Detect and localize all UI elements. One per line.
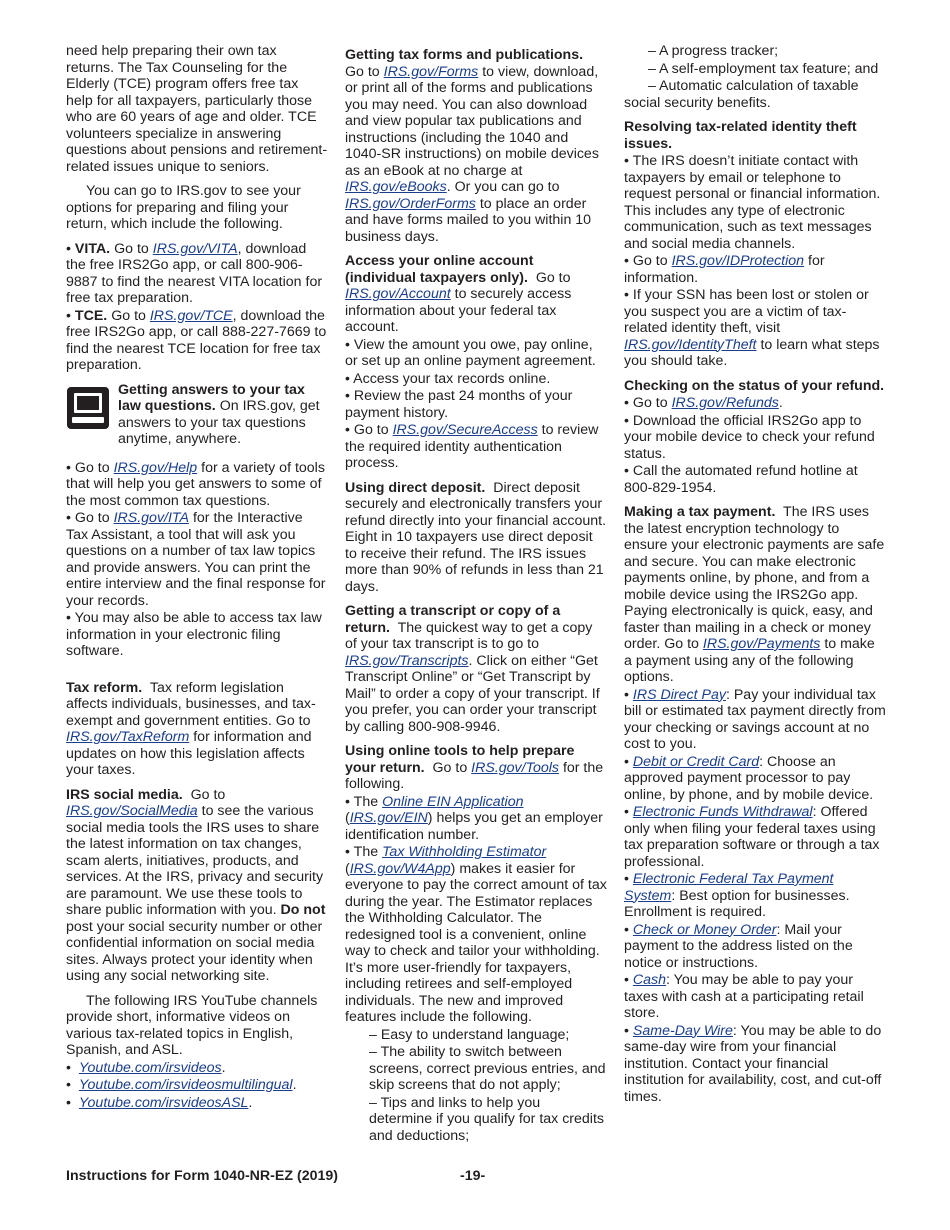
payment-option-6: • Cash: You may be able to pay your taxes with cash at a participating retail store. xyxy=(624,972,864,1021)
refund-bullet-2: • Download the official IRS2Go app to your mobile device to check your refund status. xyxy=(624,412,875,462)
tce-link[interactable]: IRS.gov/TCE xyxy=(149,307,233,324)
identity-bullet-3: • If your SSN has been lost or stolen or you suspect you are a victim of tax-related identity theft, visit IRS.gov/IdentityTheft to learn what steps you should take. xyxy=(624,287,880,369)
account-link[interactable]: IRS.gov/Account xyxy=(345,286,451,302)
account-bullet-3: • Review the past 24 months of your payment history. xyxy=(345,388,573,421)
ein-bullet: • The Online EIN Application (IRS.gov/EIN) helps you get an employer identification number. xyxy=(345,793,603,843)
check-money-order-link[interactable]: Check or Money Order xyxy=(632,921,777,938)
id-protection-link[interactable]: IRS.gov/IDProtection xyxy=(671,253,805,269)
youtube-bullet-3: • Youtube.com/irsvideosASL. xyxy=(66,1094,253,1111)
direct-pay-link[interactable]: IRS Direct Pay xyxy=(632,686,726,703)
account-bullet-4: • Go to IRS.gov/SecureAccess to review the required identity authentication process. xyxy=(345,422,599,471)
ebooks-link[interactable]: IRS.gov/eBooks xyxy=(345,179,447,195)
youtube-bullet-2: • Youtube.com/irsvideosmultilingual. xyxy=(66,1077,297,1093)
efile-bullet: • You may also be able to access tax law information in your electronic filing software. xyxy=(66,610,322,659)
column-3 xyxy=(624,43,886,1106)
help-link[interactable]: IRS.gov/Help xyxy=(113,459,198,476)
account-bullet-1: • View the amount you owe, pay online, or set up an online payment agreement. xyxy=(345,336,596,369)
vita-link[interactable]: IRS.gov/VITA xyxy=(152,240,238,257)
feature-1: – Easy to understand language; xyxy=(369,1026,570,1043)
feature-6: – Automatic calculation of taxable social security benefits. xyxy=(624,78,859,111)
forms-link[interactable]: IRS.gov/Forms xyxy=(383,63,479,80)
social-media-paragraph: IRS social media. Go to IRS.gov/SocialMedia to see the various social media tools the IRS uses to share the latest information on tax changes, scam alerts, initiatives, products, and services. At the IRS, privacy and security are paramount. We use these tools to share public information with you. Do not post your social security number or other confidential information on social media sites. Always protect your identity when using any social networking site. xyxy=(66,786,326,984)
ein-application-link[interactable]: Online EIN Application xyxy=(382,793,524,810)
tax-payment-paragraph: Making a tax payment. The IRS uses the latest encryption technology to ensure your electronic payments are safe and secure. You can make electronic payments online, by phone, and from a mobile device using the IRS2Go app. Paying electronically is quick, easy, and faster than mailing in a check or money order. Go to IRS.gov/Payments to make a payment using any of the following options. xyxy=(624,504,885,685)
refund-bullet-1: • Go to IRS.gov/Refunds. xyxy=(624,395,783,411)
youtube-link-2[interactable]: Youtube.com/irsvideosmultilingual xyxy=(78,1077,293,1093)
payments-link[interactable]: IRS.gov/Payments xyxy=(702,636,821,652)
payment-option-7: • Same-Day Wire: You may be able to do same-day wire from your financial institution. Contact your financial institution for availability, cost, and cut-off times. xyxy=(624,1022,882,1105)
payment-option-2: • Debit or Credit Card: Choose an approved payment processor to pay online, by phone, and by mobile device. xyxy=(624,753,874,803)
youtube-intro: The following IRS YouTube channels provide short, informative videos on various tax-related topics in English, Spanish, and ASL. xyxy=(66,992,318,1058)
tools-link[interactable]: IRS.gov/Tools xyxy=(471,759,559,776)
ita-bullet: • Go to IRS.gov/ITA for the Interactive Tax Assistant, a tool that will ask you questions on a number of tax law topics and provide answers. You can print the entire interview and the final response for your records. xyxy=(66,510,326,609)
identity-bullet-2: • Go to IRS.gov/IDProtection for information. xyxy=(624,253,825,286)
secure-access-link[interactable]: IRS.gov/SecureAccess xyxy=(392,422,538,438)
feature-5: – A self-employment tax feature; and xyxy=(648,60,879,77)
same-day-wire-link[interactable]: Same-Day Wire xyxy=(632,1022,733,1039)
social-media-link[interactable]: IRS.gov/SocialMedia xyxy=(66,803,198,819)
tce-bullet: • TCE. Go to IRS.gov/TCE, download the free IRS2Go app, or call 888-227-7669 to find the nearest TCE location for free tax preparation. xyxy=(66,307,327,373)
online-tools-paragraph: Using online tools to help prepare your return. Go to IRS.gov/Tools for the following. xyxy=(345,743,604,792)
tax-questions-section: Getting answers to your tax law questions. On IRS.gov, get answers to your tax questions anytime, anywhere. xyxy=(66,382,328,448)
forms-paragraph: Getting tax forms and publications. Go to IRS.gov/Forms to view, download, or print all of the forms and publications you may need. You can also download and view popular tax publications and instructions (including the 1040 and 1040-SR instructions) on mobile devices as an eBook at no charge at IRS.gov/eBooks. Or you can go to IRS.gov/OrderForms to place an order and have forms mailed to you within 10 business days. xyxy=(345,47,599,245)
refund-status-heading: Checking on the status of your refund. xyxy=(624,377,885,394)
refund-bullet-3: • Call the automated refund hotline at 800-829-1954. xyxy=(624,463,858,496)
feature-2: – The ability to switch between screens, correct previous entries, and skip screens that do not apply; xyxy=(369,1044,606,1093)
payment-option-3: • Electronic Funds Withdrawal: Offered only when filing your federal taxes using tax preparation software or through a tax professional. xyxy=(624,804,880,870)
tax-reform-link[interactable]: IRS.gov/TaxReform xyxy=(66,729,190,745)
cash-link[interactable]: Cash xyxy=(632,972,667,988)
transcript-paragraph: Getting a transcript or copy of a return. The quickest way to get a copy of your tax transcript is to go to IRS.gov/Transcripts. Click on either “Get Transcript Online” or “Get Transcript by Mail” to order a copy of your transcript. If you prefer, you can order your transcript by calling 800-908-9946. xyxy=(345,603,600,735)
refunds-link[interactable]: IRS.gov/Refunds xyxy=(671,395,779,411)
computer-icon xyxy=(66,386,110,430)
identity-theft-link[interactable]: IRS.gov/IdentityTheft xyxy=(624,336,757,353)
transcripts-link[interactable]: IRS.gov/Transcripts xyxy=(345,652,469,669)
tax-questions-heading: Getting answers to your tax law questions. xyxy=(118,381,305,414)
identity-theft-heading: Resolving tax-related identity theft issues. xyxy=(624,119,857,152)
vita-bullet: • VITA. Go to IRS.gov/VITA, download the free IRS2Go app, or call 800-906-9887 to find the nearest VITA location for free tax preparation. xyxy=(66,240,323,306)
column-1 xyxy=(66,43,328,1112)
eftps-link[interactable]: Electronic Federal Tax Payment System xyxy=(624,871,834,904)
options-paragraph: You can go to IRS.gov to see your options for preparing and filing your return, which include the following. xyxy=(66,183,301,232)
identity-bullet-1: • The IRS doesn’t initiate contact with taxpayers by email or telephone to request personal or financial information. This includes any type of electronic communication, such as text messages and social media channels. xyxy=(624,153,881,252)
w4app-link[interactable]: IRS.gov/W4App xyxy=(349,860,451,877)
tax-reform-paragraph: Tax reform. Tax reform legislation affects individuals, businesses, and tax-exempt and government entities. Go to IRS.gov/TaxReform for information and updates on how this legislation affects your taxes. xyxy=(66,679,316,778)
tce-intro-paragraph: need help preparing their own tax returns. The Tax Counseling for the Elderly (TCE) program offers free tax help for all taxpayers, particularly those who are 60 years of age and older. TCE volunteers specialize in answering questions about pensions and retirement-related issues unique to seniors. xyxy=(66,43,328,175)
ein-link[interactable]: IRS.gov/EIN xyxy=(349,810,428,826)
card-link[interactable]: Debit or Credit Card xyxy=(632,753,760,770)
footer-form-title: Instructions for Form 1040-NR-EZ (2019) xyxy=(66,1168,338,1184)
order-forms-link[interactable]: IRS.gov/OrderForms xyxy=(345,195,476,212)
help-bullet: • Go to IRS.gov/Help for a variety of tools that will help you get answers to some of the most common tax questions. xyxy=(66,459,325,509)
feature-4: – A progress tracker; xyxy=(648,43,779,59)
payment-option-4: • Electronic Federal Tax Payment System: Best option for businesses. Enrollment is required. xyxy=(624,871,850,920)
account-bullet-2: • Access your tax records online. xyxy=(345,370,551,387)
column-2 xyxy=(345,47,607,1145)
ita-link[interactable]: IRS.gov/ITA xyxy=(113,510,190,526)
direct-deposit-paragraph: Using direct deposit. Direct deposit securely and electronically transfers your refund directly into your financial account. Eight in 10 taxpayers use direct deposit to receive their refund. The IRS issues more than 90% of refunds in less than 21 days. xyxy=(345,479,607,595)
payment-option-5: • Check or Money Order: Mail your payment to the address listed on the notice or instructions. xyxy=(624,921,853,971)
online-account-paragraph: Access your online account (individual taxpayers only). Go to IRS.gov/Account to securely access information about your federal tax account. xyxy=(345,253,572,335)
feature-3: – Tips and links to help you determine if you qualify for tax credits and deductions; xyxy=(369,1094,604,1144)
footer-page-number: -19- xyxy=(460,1168,486,1184)
youtube-bullet-1: • Youtube.com/irsvideos. xyxy=(66,1059,226,1076)
withholding-estimator-link[interactable]: Tax Withholding Estimator xyxy=(382,844,547,860)
youtube-link-3[interactable]: Youtube.com/irsvideosASL xyxy=(78,1094,249,1111)
eft-withdrawal-link[interactable]: Electronic Funds Withdrawal xyxy=(632,804,813,820)
payment-option-1: • IRS Direct Pay: Pay your individual tax bill or estimated tax payment directly from your checking or savings account at no cost to you. xyxy=(624,686,886,752)
withholding-bullet: • The Tax Withholding Estimator (IRS.gov/W4App) makes it easier for everyone to pay the correct amount of tax during the year. The Estimator replaces the Withholding Calculator. The redesigned tool is a convenient, online way to check and tailor your withholding. It’s more user-friendly for taxpayers, including retirees and self-employed individuals. The new and improved features include the following. xyxy=(345,844,607,1025)
youtube-link-1[interactable]: Youtube.com/irsvideos xyxy=(78,1059,222,1076)
